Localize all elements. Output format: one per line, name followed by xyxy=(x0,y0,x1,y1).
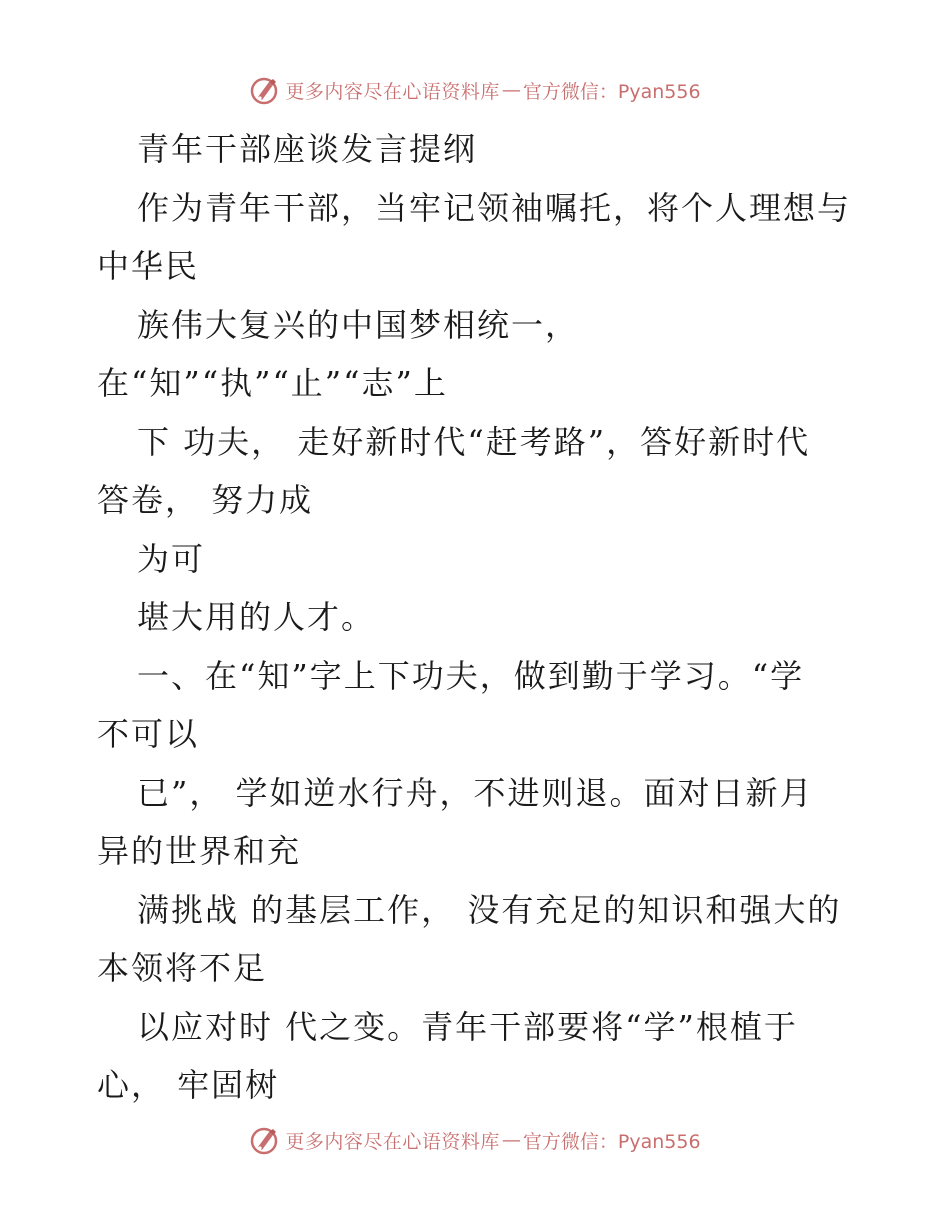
document-title: 青年干部座谈发言提纲 xyxy=(137,130,478,168)
watermark-separator: — xyxy=(501,1129,521,1151)
writing-pen-icon xyxy=(249,74,281,106)
watermark-text: 更多内容尽在心语资料库 xyxy=(285,80,500,103)
writing-pen-icon xyxy=(249,1124,281,1156)
text-line: 作为青年干部，当牢记领袖嘱托，将个人理想与 xyxy=(137,188,852,227)
text-line: 一、在“知”字上下功夫，做到勤于学习。“学 xyxy=(137,656,805,695)
footer-watermark xyxy=(0,1120,950,1160)
text-line: 在“知”“执”“止”“志”上 xyxy=(97,364,448,402)
text-line: 已”， 学如逆水行舟，不进则退。面对日新月 xyxy=(137,773,814,812)
text-line: 心， 牢固树 xyxy=(97,1066,280,1104)
text-line: 中华民 xyxy=(97,247,200,285)
text-line: 不可以 xyxy=(97,715,200,753)
text-line: 以应对时 代之变。青年干部要将“学”根植于 xyxy=(137,1007,798,1046)
watermark-account: 官方微信：Pyan556 xyxy=(522,80,701,103)
text-line: 为可 xyxy=(137,539,206,578)
document-body xyxy=(97,120,857,1115)
text-line: 本领将不足 xyxy=(97,949,268,987)
text-line: 堪大用的人才。 xyxy=(137,598,376,636)
text-line: 族伟大复兴的中国梦相统一， xyxy=(137,305,580,344)
text-line: 满挑战 的基层工作， 没有充足的知识和强大的 xyxy=(137,890,842,929)
watermark-text: 更多内容尽在心语资料库 xyxy=(285,1130,500,1153)
watermark-account: 官方微信：Pyan556 xyxy=(522,1130,701,1153)
watermark-separator: — xyxy=(501,79,521,101)
text-line: 下 功夫， 走好新时代“赶考路”，答好新时代 xyxy=(137,422,811,461)
header-watermark xyxy=(0,70,950,110)
text-line: 答卷， 努力成 xyxy=(97,481,314,519)
text-line: 异的世界和充 xyxy=(97,832,302,870)
